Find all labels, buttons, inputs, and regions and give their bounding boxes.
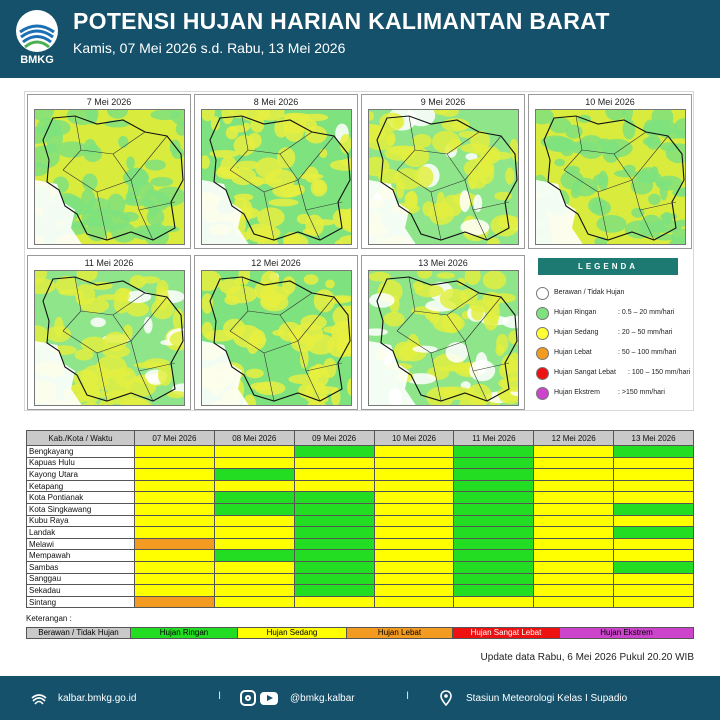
rainfall-map-svg [35,271,185,406]
forecast-cell [135,527,215,539]
map-grid [24,91,694,411]
legend-item [536,387,696,401]
forecast-cell [135,469,215,481]
legend-label: Hujan Lebat [554,349,592,356]
table-date-header: 10 Mei 2026 [374,431,454,446]
legend-range: : 50 – 100 mm/hari [618,349,677,356]
map-date: 11 Mei 2026 [84,258,134,268]
forecast-cell [534,503,614,515]
forecast-cell [214,585,294,597]
forecast-cell [374,469,454,481]
legend-label: Hujan Sangat Lebat [554,369,616,376]
regency-name: Kota Pontianak [27,492,135,504]
rainfall-map-svg [536,110,686,245]
table-row [27,596,694,608]
forecast-cell [294,527,374,539]
map-legend [528,255,692,410]
forecast-cell [135,503,215,515]
forecast-cell [534,527,614,539]
legend-swatch [536,327,549,340]
keterangan-item: Hujan Sedang [238,628,347,638]
forecast-cell [294,550,374,562]
forecast-cell [135,573,215,585]
table-row [27,480,694,492]
forecast-cell [534,446,614,458]
legend-range: : 0.5 – 20 mm/hari [618,309,675,316]
regency-name: Mempawah [27,550,135,562]
forecast-cell [454,550,534,562]
forecast-cell [294,469,374,481]
table-row [27,561,694,573]
forecast-cell [374,457,454,469]
keterangan-item: Hujan Sangat Lebat [453,628,560,638]
forecast-cell [135,585,215,597]
bmkg-small-icon [30,691,48,705]
forecast-cell [534,561,614,573]
forecast-cell [294,573,374,585]
rainfall-map-svg [35,110,185,245]
regency-name: Sintang [27,596,135,608]
forecast-cell [214,515,294,527]
forecast-cell [534,457,614,469]
map-date: 12 Mei 2026 [251,258,301,268]
forecast-cell [294,492,374,504]
forecast-cell [135,457,215,469]
forecast-cell [374,573,454,585]
table-row [27,457,694,469]
forecast-cell [534,550,614,562]
map-image [34,270,185,406]
map-date: 9 Mei 2026 [420,97,466,107]
legend-range: : 20 – 50 mm/hari [618,329,673,336]
forecast-cell [135,515,215,527]
forecast-cell [135,561,215,573]
forecast-cell [454,538,534,550]
table-row [27,492,694,504]
forecast-cell [614,469,694,481]
footer-separator: I [406,690,410,702]
legend-item [536,307,696,321]
regency-name: Kayong Utara [27,469,135,481]
forecast-cell [534,469,614,481]
table-corner-header: Kab./Kota / Waktu [27,431,135,446]
regency-name: Bengkayang [27,446,135,458]
forecast-cell [294,446,374,458]
forecast-map-3 [361,94,525,249]
website-link[interactable]: kalbar.bmkg.go.id [58,692,137,704]
legend-range: : >150 mm/hari [618,389,665,396]
forecast-cell [294,538,374,550]
footer-station [440,676,627,720]
forecast-cell [454,503,534,515]
legend-swatch [536,367,549,380]
forecast-cell [614,480,694,492]
location-pin-icon [440,690,452,706]
forecast-cell [454,585,534,597]
keterangan-item: Hujan Ringan [131,628,238,638]
forecast-cell [374,480,454,492]
bmkg-logo-emblem [16,10,58,52]
forecast-cell [454,492,534,504]
forecast-cell [454,515,534,527]
keterangan-legend [26,627,694,639]
forecast-cell [135,480,215,492]
table-date-header: 13 Mei 2026 [614,431,694,446]
regency-name: Sambas [27,561,135,573]
keterangan-label: Keterangan : [26,614,72,623]
social-handle[interactable]: @bmkg.kalbar [290,692,355,704]
forecast-cell [214,538,294,550]
forecast-cell [614,538,694,550]
forecast-cell [214,550,294,562]
table-row [27,573,694,585]
regency-name: Kubu Raya [27,515,135,527]
table-row [27,585,694,597]
forecast-cell [294,457,374,469]
rainfall-map-svg [369,271,519,406]
table-date-header: 12 Mei 2026 [534,431,614,446]
forecast-cell [374,492,454,504]
map-image [201,270,352,406]
table-row [27,515,694,527]
forecast-cell [214,596,294,608]
map-date: 13 Mei 2026 [418,258,468,268]
forecast-cell [135,492,215,504]
forecast-cell [214,469,294,481]
forecast-map-2 [194,94,358,249]
forecast-cell [374,561,454,573]
forecast-cell [454,596,534,608]
table-row [27,446,694,458]
forecast-cell [374,515,454,527]
forecast-cell [454,469,534,481]
forecast-cell [135,596,215,608]
forecast-cell [614,596,694,608]
legend-range: : 100 – 150 mm/hari [628,369,691,376]
table-header-row [27,431,694,446]
legend-item [536,367,696,381]
legend-title: LEGENDA [538,258,678,275]
legend-item [536,347,696,361]
page-subtitle: Kamis, 07 Mei 2026 s.d. Rabu, 13 Mei 2026 [73,40,346,56]
forecast-cell [454,480,534,492]
table-date-header: 07 Mei 2026 [135,431,215,446]
map-image [368,109,519,245]
table-body [27,446,694,608]
forecast-cell [214,527,294,539]
legend-label: Hujan Ekstrem [554,389,600,396]
bmkg-logo-text: BMKG [20,54,54,66]
forecast-cell [214,446,294,458]
forecast-cell [534,492,614,504]
forecast-cell [534,585,614,597]
legend-label: Hujan Sedang [554,329,599,336]
forecast-cell [534,573,614,585]
table-date-header: 09 Mei 2026 [294,431,374,446]
forecast-cell [534,480,614,492]
forecast-cell [374,446,454,458]
regency-name: Kota Singkawang [27,503,135,515]
forecast-cell [374,527,454,539]
regency-name: Kapuas Hulu [27,457,135,469]
forecast-cell [614,515,694,527]
forecast-map-5 [27,255,191,410]
footer-bar [0,676,720,720]
forecast-cell [454,573,534,585]
forecast-cell [214,503,294,515]
footer-website[interactable] [30,676,136,720]
legend-swatch [536,347,549,360]
map-image [368,270,519,406]
footer-social[interactable] [240,676,355,720]
forecast-cell [294,585,374,597]
page-title: POTENSI HUJAN HARIAN KALIMANTAN BARAT [73,8,610,34]
rainfall-map-svg [369,110,519,245]
forecast-cell [214,561,294,573]
header-bar [0,0,720,78]
forecast-cell [614,446,694,458]
forecast-map-6 [194,255,358,410]
keterangan-item: Hujan Ekstrem [560,628,693,638]
forecast-cell [294,503,374,515]
forecast-cell [534,538,614,550]
map-image [34,109,185,245]
table-row [27,538,694,550]
forecast-cell [614,492,694,504]
bmkg-logo [12,8,62,70]
forecast-map-7 [361,255,525,410]
legend-item [536,287,696,301]
regency-name: Sekadau [27,585,135,597]
table-row [27,550,694,562]
table-row [27,527,694,539]
forecast-cell [614,573,694,585]
forecast-cell [135,538,215,550]
table-date-header: 08 Mei 2026 [214,431,294,446]
map-date: 7 Mei 2026 [86,97,132,107]
table-date-header: 11 Mei 2026 [454,431,534,446]
forecast-cell [294,596,374,608]
youtube-icon [260,692,278,705]
footer-separator: I [218,690,222,702]
map-image [535,109,686,245]
forecast-cell [454,561,534,573]
forecast-cell [135,550,215,562]
forecast-cell [614,561,694,573]
forecast-table [26,430,694,608]
regency-name: Melawi [27,538,135,550]
keterangan-item: Berawan / Tidak Hujan [27,628,131,638]
table-row [27,503,694,515]
forecast-cell [374,550,454,562]
forecast-cell [214,480,294,492]
forecast-cell [294,480,374,492]
forecast-cell [214,492,294,504]
legend-swatch [536,307,549,320]
station-name: Stasiun Meteorologi Kelas I Supadio [466,692,628,704]
keterangan-item: Hujan Lebat [347,628,453,638]
forecast-cell [614,503,694,515]
forecast-cell [214,573,294,585]
forecast-cell [614,527,694,539]
regency-name: Ketapang [27,480,135,492]
legend-label: Hujan Ringan [554,309,597,316]
forecast-cell [454,457,534,469]
forecast-map-4 [528,94,692,249]
regency-name: Landak [27,527,135,539]
forecast-cell [374,596,454,608]
forecast-cell [534,596,614,608]
legend-swatch [536,287,549,300]
forecast-cell [374,538,454,550]
forecast-cell [454,527,534,539]
regency-name: Sanggau [27,573,135,585]
forecast-cell [374,503,454,515]
table-row [27,469,694,481]
legend-item [536,327,696,341]
instagram-icon [240,690,256,706]
forecast-cell [294,515,374,527]
rainfall-map-svg [202,110,352,245]
map-date: 10 Mei 2026 [585,97,635,107]
forecast-cell [135,446,215,458]
forecast-cell [214,457,294,469]
forecast-cell [614,585,694,597]
legend-swatch [536,387,549,400]
forecast-cell [534,515,614,527]
rainfall-map-svg [202,271,352,406]
forecast-cell [294,561,374,573]
map-date: 8 Mei 2026 [253,97,299,107]
map-image [201,109,352,245]
forecast-cell [614,550,694,562]
update-timestamp: Update data Rabu, 6 Mei 2026 Pukul 20.20 WIB [480,652,694,663]
forecast-map-1 [27,94,191,249]
legend-label: Berawan / Tidak Hujan [554,289,625,296]
forecast-cell [374,585,454,597]
forecast-cell [614,457,694,469]
forecast-cell [454,446,534,458]
